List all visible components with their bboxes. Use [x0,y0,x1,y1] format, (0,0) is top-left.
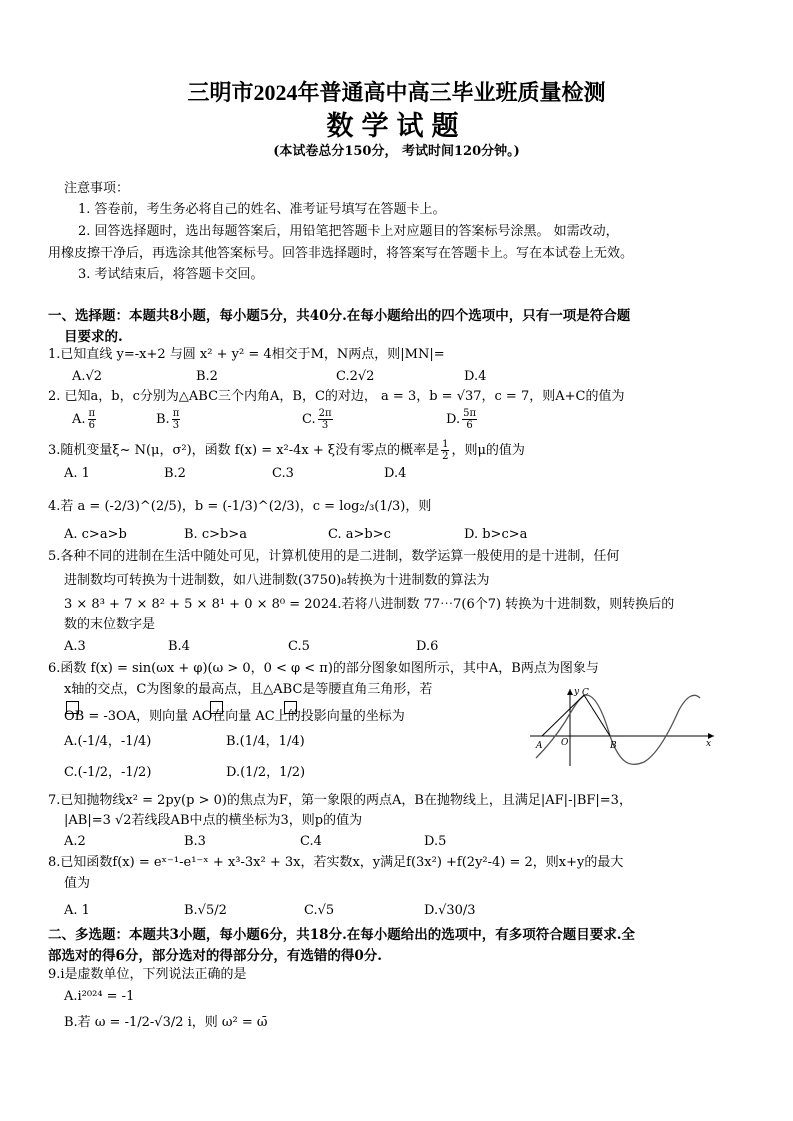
sine-graph [528,686,718,768]
q3-option-a: A. 1 [64,466,90,481]
question-7-stem: |AB|=3 √2若线段AB中点的横坐标为3，则p的值为 [64,813,363,828]
q2-option-a [72,408,98,431]
section1-heading: 一、选择题：本题共8小题，每小题5分，共40分.在每小题给出的四个选项中，只有一项是符合题 [48,308,631,324]
q6-option-d: D.(1/2，1/2) [226,765,306,780]
question-5-stem: 5.各种不同的进制在生活中随处可见，计算机使用的是二进制，数学运算一般使用的是十进制，任何 [48,549,620,564]
notice-heading: 注意事项： [64,181,130,196]
fraction: $\frac{1}{2}$ [442,439,449,462]
q7-option-a: A.2 [64,834,86,849]
question-3-stem: 3.随机变量ξ~ N(μ，σ²)，函数 f(x) = x²-4x + ξ没有零点的概率是 $\frac{1}{2}$ ，则μ的值为 [48,439,525,462]
q2-option-c-label: C. [302,412,316,427]
section1-heading-cont: 目要求的. [64,329,123,345]
question-5-stem: 进制数均可转换为十进制数，如八进制数(3750)₈转换为十进制数的算法为 [64,573,490,588]
q2-option-b [156,408,182,431]
q6-option-b: B.(1/4，1/4) [226,734,305,749]
q2-option-d-label: D. [446,412,461,427]
question-9-stem: 9.i是虚数单位，下列说法正确的是 [48,967,247,982]
fraction: $\frac{\pi}{3}$ [172,408,180,431]
y-axis-arrow [567,689,573,695]
q5-option-d: D.6 [416,639,439,654]
notice-item: 1. 答卷前，考生务必将自己的姓名、准考证号填写在答题卡上。 [78,202,446,217]
subject-title: 数学试题 [326,111,467,141]
question-4-stem: 4.若 a = (-2/3)^(2/5)，b = (-1/3)^(2/3)，c = log₂/₃(1/3)，则 [48,499,432,514]
question-7-stem: 7.已知抛物线x² = 2py(p > 0)的焦点为F，第一象限的两点A，B在抛物线上，且满足|AF|-|BF|=3， [48,793,632,808]
q4-option-a: A. c>a>b [64,527,127,542]
q8-option-d: D.√30/3 [424,903,476,918]
q4-option-c: C. a>b>c [328,527,391,542]
fraction: $\frac{2\pi}{3}$ [318,408,332,431]
sine-curve [536,695,700,764]
q5-option-c: C.5 [288,639,310,654]
triangle-side-cb [584,695,610,736]
label-a: A [536,741,543,751]
fraction: $\frac{\pi}{6}$ [88,408,96,431]
label-y: y [574,687,580,697]
q5-option-b: B.4 [168,639,190,654]
q6-option-a: A.(-1/4，-1/4) [64,734,152,749]
question-5-stem: 3 × 8³ + 7 × 8² + 5 × 8¹ + 0 × 8⁰ = 2024.若将八进制数 77⋯7(6个7) 转换为十进制数，则转换后的 [64,597,675,612]
q3-option-b: B.2 [164,466,186,481]
question-2-stem: 2. 已知a，b，c分别为△ABC三个内角A，B，C的对边， a = 3，b = √37，c = 7，则A+C的值为 [48,389,625,404]
q7-option-c: C.4 [300,834,322,849]
section2-heading: 二、多选题：本题共3小题，每小题6分，共18分.在每小题给出的选项中，有多项符合题目要求.全 [48,927,635,943]
notice-item: 2. 回答选择题时，选出每题答案后，用铅笔把答题卡上对应题目的答案标号涂黑。 如需改动， [78,224,619,239]
question-6-stem: 6.函数 f(x) = sin(ωx + φ)(ω > 0，0 < φ < π)的部分图象如图所示，其中A，B两点为图象与 [48,661,599,676]
section2-heading-cont: 部选对的得6分，部分选对的得部分分，有选错的得0分. [48,948,382,964]
q5-option-a: A.3 [64,639,86,654]
label-c: C [582,688,589,698]
q2-option-b-label: B. [156,412,170,427]
q8-option-b: B.√5/2 [184,903,227,918]
q7-option-b: B.3 [184,834,206,849]
q6-option-c: C.(-1/2，-1/2) [64,765,152,780]
q3-option-d: D.4 [384,466,407,481]
q2-option-a-label: A. [72,412,86,427]
exam-title: 三明市2024年普通高中高三毕业班质量检测 [187,80,606,105]
q1-option-c: C.2√2 [336,369,375,384]
q9-option-a: A.i²⁰²⁴ = -1 [64,989,135,1004]
label-o: O [561,738,569,748]
question-6-stem: x轴的交点，C为图象的最高点，且△ABC是等腰直角三角形，若 [64,682,433,697]
q8-option-a: A. 1 [64,903,90,918]
fraction: $\frac{5\pi}{6}$ [463,408,477,431]
question-6-stem: OB = -3OA，则向量 AO在向量 AC上的投影向量的坐标为 [64,709,405,724]
q1-option-d: D.4 [464,369,487,384]
q8-option-c: C.√5 [304,903,335,918]
notice-item: 3. 考试结束后，将答题卡交回。 [78,267,264,282]
label-b: B [610,741,617,751]
exam-info: (本试卷总分150分， 考试时间120分钟。) [273,144,520,159]
label-x: x [706,739,712,749]
q9-option-b: B.若 ω = -1/2-√3/2 i，则 ω² = ω̄ [64,1015,268,1030]
question-8-stem: 8.已知函数f(x) = eˣ⁻¹-e¹⁻ˣ + x³-3x² + 3x，若实数x，y满足f(3x²) +f(2y²-4) = 2，则x+y的最大 [48,855,624,870]
q2-option-d [446,408,479,431]
q1-option-b: B.2 [196,369,218,384]
question-8-stem: 值为 [64,876,91,891]
q4-option-b: B. c>b>a [184,527,247,542]
q1-option-a: A.√2 [72,369,103,384]
q4-option-d: D. b>c>a [464,527,528,542]
q3-option-c: C.3 [272,466,294,481]
q7-option-d: D.5 [424,834,447,849]
triangle-side-ac [542,695,584,736]
notice-item: 用橡皮擦干净后，再选涂其他答案标号。回答非选择题时，将答案写在答题卡上。写在本试卷上无效。 [48,246,634,261]
question-5-stem: 数的末位数字是 [64,617,156,632]
q2-option-c [302,408,335,431]
question-1-stem: 1.已知直线 y=-x+2 与圆 x² + y² = 4相交于M，N两点，则|MN|= [48,347,445,362]
